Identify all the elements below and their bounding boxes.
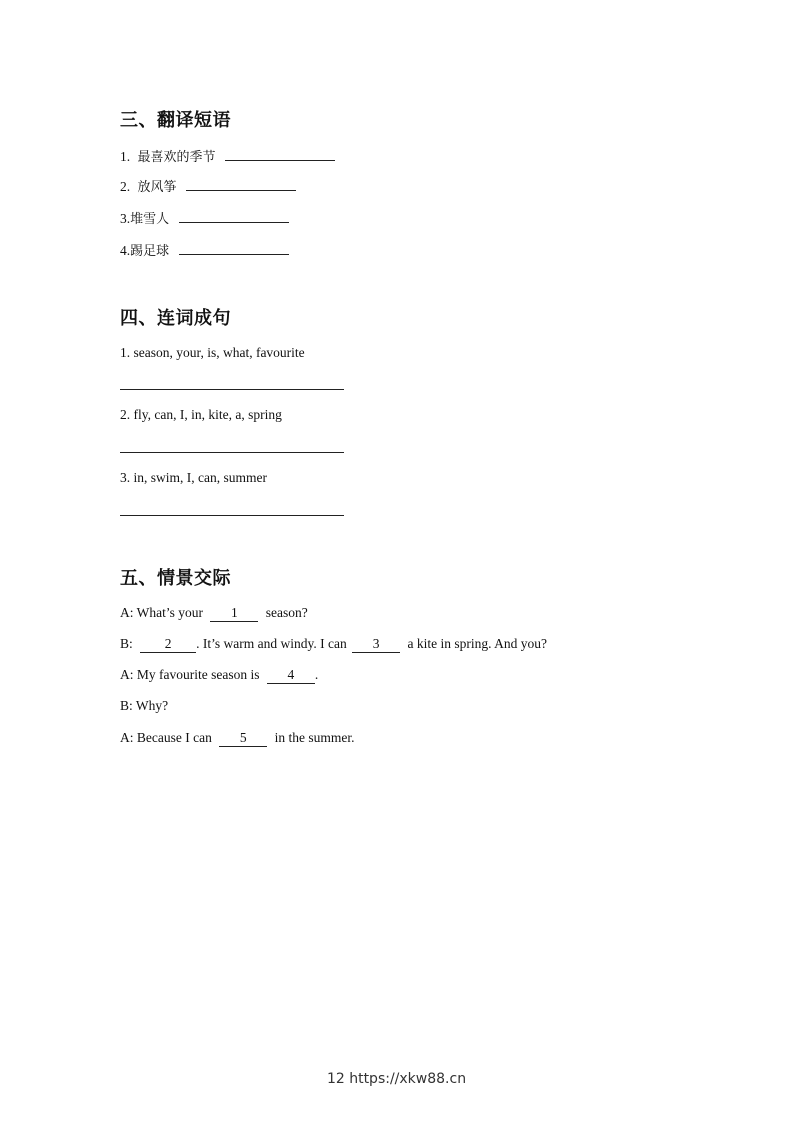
sentence-answer-line-3[interactable] bbox=[120, 515, 344, 516]
answer-blank[interactable] bbox=[225, 146, 335, 161]
translate-item-1 bbox=[120, 146, 335, 167]
sentence-item-2: 2. fly, can, I, in, kite, a, spring bbox=[120, 407, 282, 422]
dialogue-line-5 bbox=[120, 729, 354, 747]
dialogue-blank-3[interactable]: 3 bbox=[352, 636, 400, 653]
item-text: 放风筝 bbox=[137, 180, 177, 195]
answer-blank[interactable] bbox=[179, 240, 289, 255]
answer-blank[interactable] bbox=[179, 208, 289, 223]
dialogue-text: in the summer. bbox=[274, 730, 355, 745]
sentence-item-1: 1. season, your, is, what, favourite bbox=[120, 345, 305, 360]
item-number: 1. bbox=[120, 149, 131, 164]
dialogue-text: . It’s warm and windy. I can bbox=[196, 636, 347, 651]
section-3-title: 三、翻译短语 bbox=[120, 110, 231, 131]
dialogue-text: . bbox=[314, 667, 319, 682]
section-5-title: 五、情景交际 bbox=[120, 568, 231, 589]
item-text: 踢足球 bbox=[130, 244, 170, 259]
dialogue-line-3 bbox=[120, 666, 318, 684]
translate-item-4 bbox=[120, 240, 289, 261]
dialogue-text: A: Because I can bbox=[120, 730, 212, 745]
item-text: 最喜欢的季节 bbox=[137, 150, 216, 165]
sentence-item-3: 3. in, swim, I, can, summer bbox=[120, 470, 267, 485]
dialogue-blank-1[interactable]: 1 bbox=[210, 605, 258, 622]
section-4-title: 四、连词成句 bbox=[120, 308, 231, 329]
dialogue-text: a kite in spring. And you? bbox=[407, 636, 547, 651]
item-number: 2. bbox=[120, 179, 131, 194]
item-number: 4. bbox=[120, 243, 131, 258]
dialogue-blank-5[interactable]: 5 bbox=[219, 730, 267, 747]
dialogue-line-2 bbox=[120, 635, 547, 653]
dialogue-text: A: What’s your bbox=[120, 605, 203, 620]
dialogue-text: season? bbox=[265, 605, 308, 620]
translate-item-3 bbox=[120, 208, 289, 229]
sentence-answer-line-2[interactable] bbox=[120, 452, 344, 453]
dialogue-text: B: Why? bbox=[120, 698, 169, 713]
dialogue-line-4 bbox=[120, 697, 168, 715]
dialogue-blank-2[interactable]: 2 bbox=[140, 636, 196, 653]
answer-blank[interactable] bbox=[186, 176, 296, 191]
page-footer: 12 https://xkw88.cn bbox=[326, 1071, 467, 1087]
dialogue-line-1 bbox=[120, 604, 308, 622]
translate-item-2 bbox=[120, 176, 296, 197]
item-number: 3. bbox=[120, 211, 131, 226]
dialogue-blank-4[interactable]: 4 bbox=[267, 667, 315, 684]
dialogue-text: A: My favourite season is bbox=[120, 667, 260, 682]
sentence-answer-line-1[interactable] bbox=[120, 389, 344, 390]
item-text: 堆雪人 bbox=[130, 212, 170, 227]
dialogue-text: B: bbox=[120, 636, 133, 651]
